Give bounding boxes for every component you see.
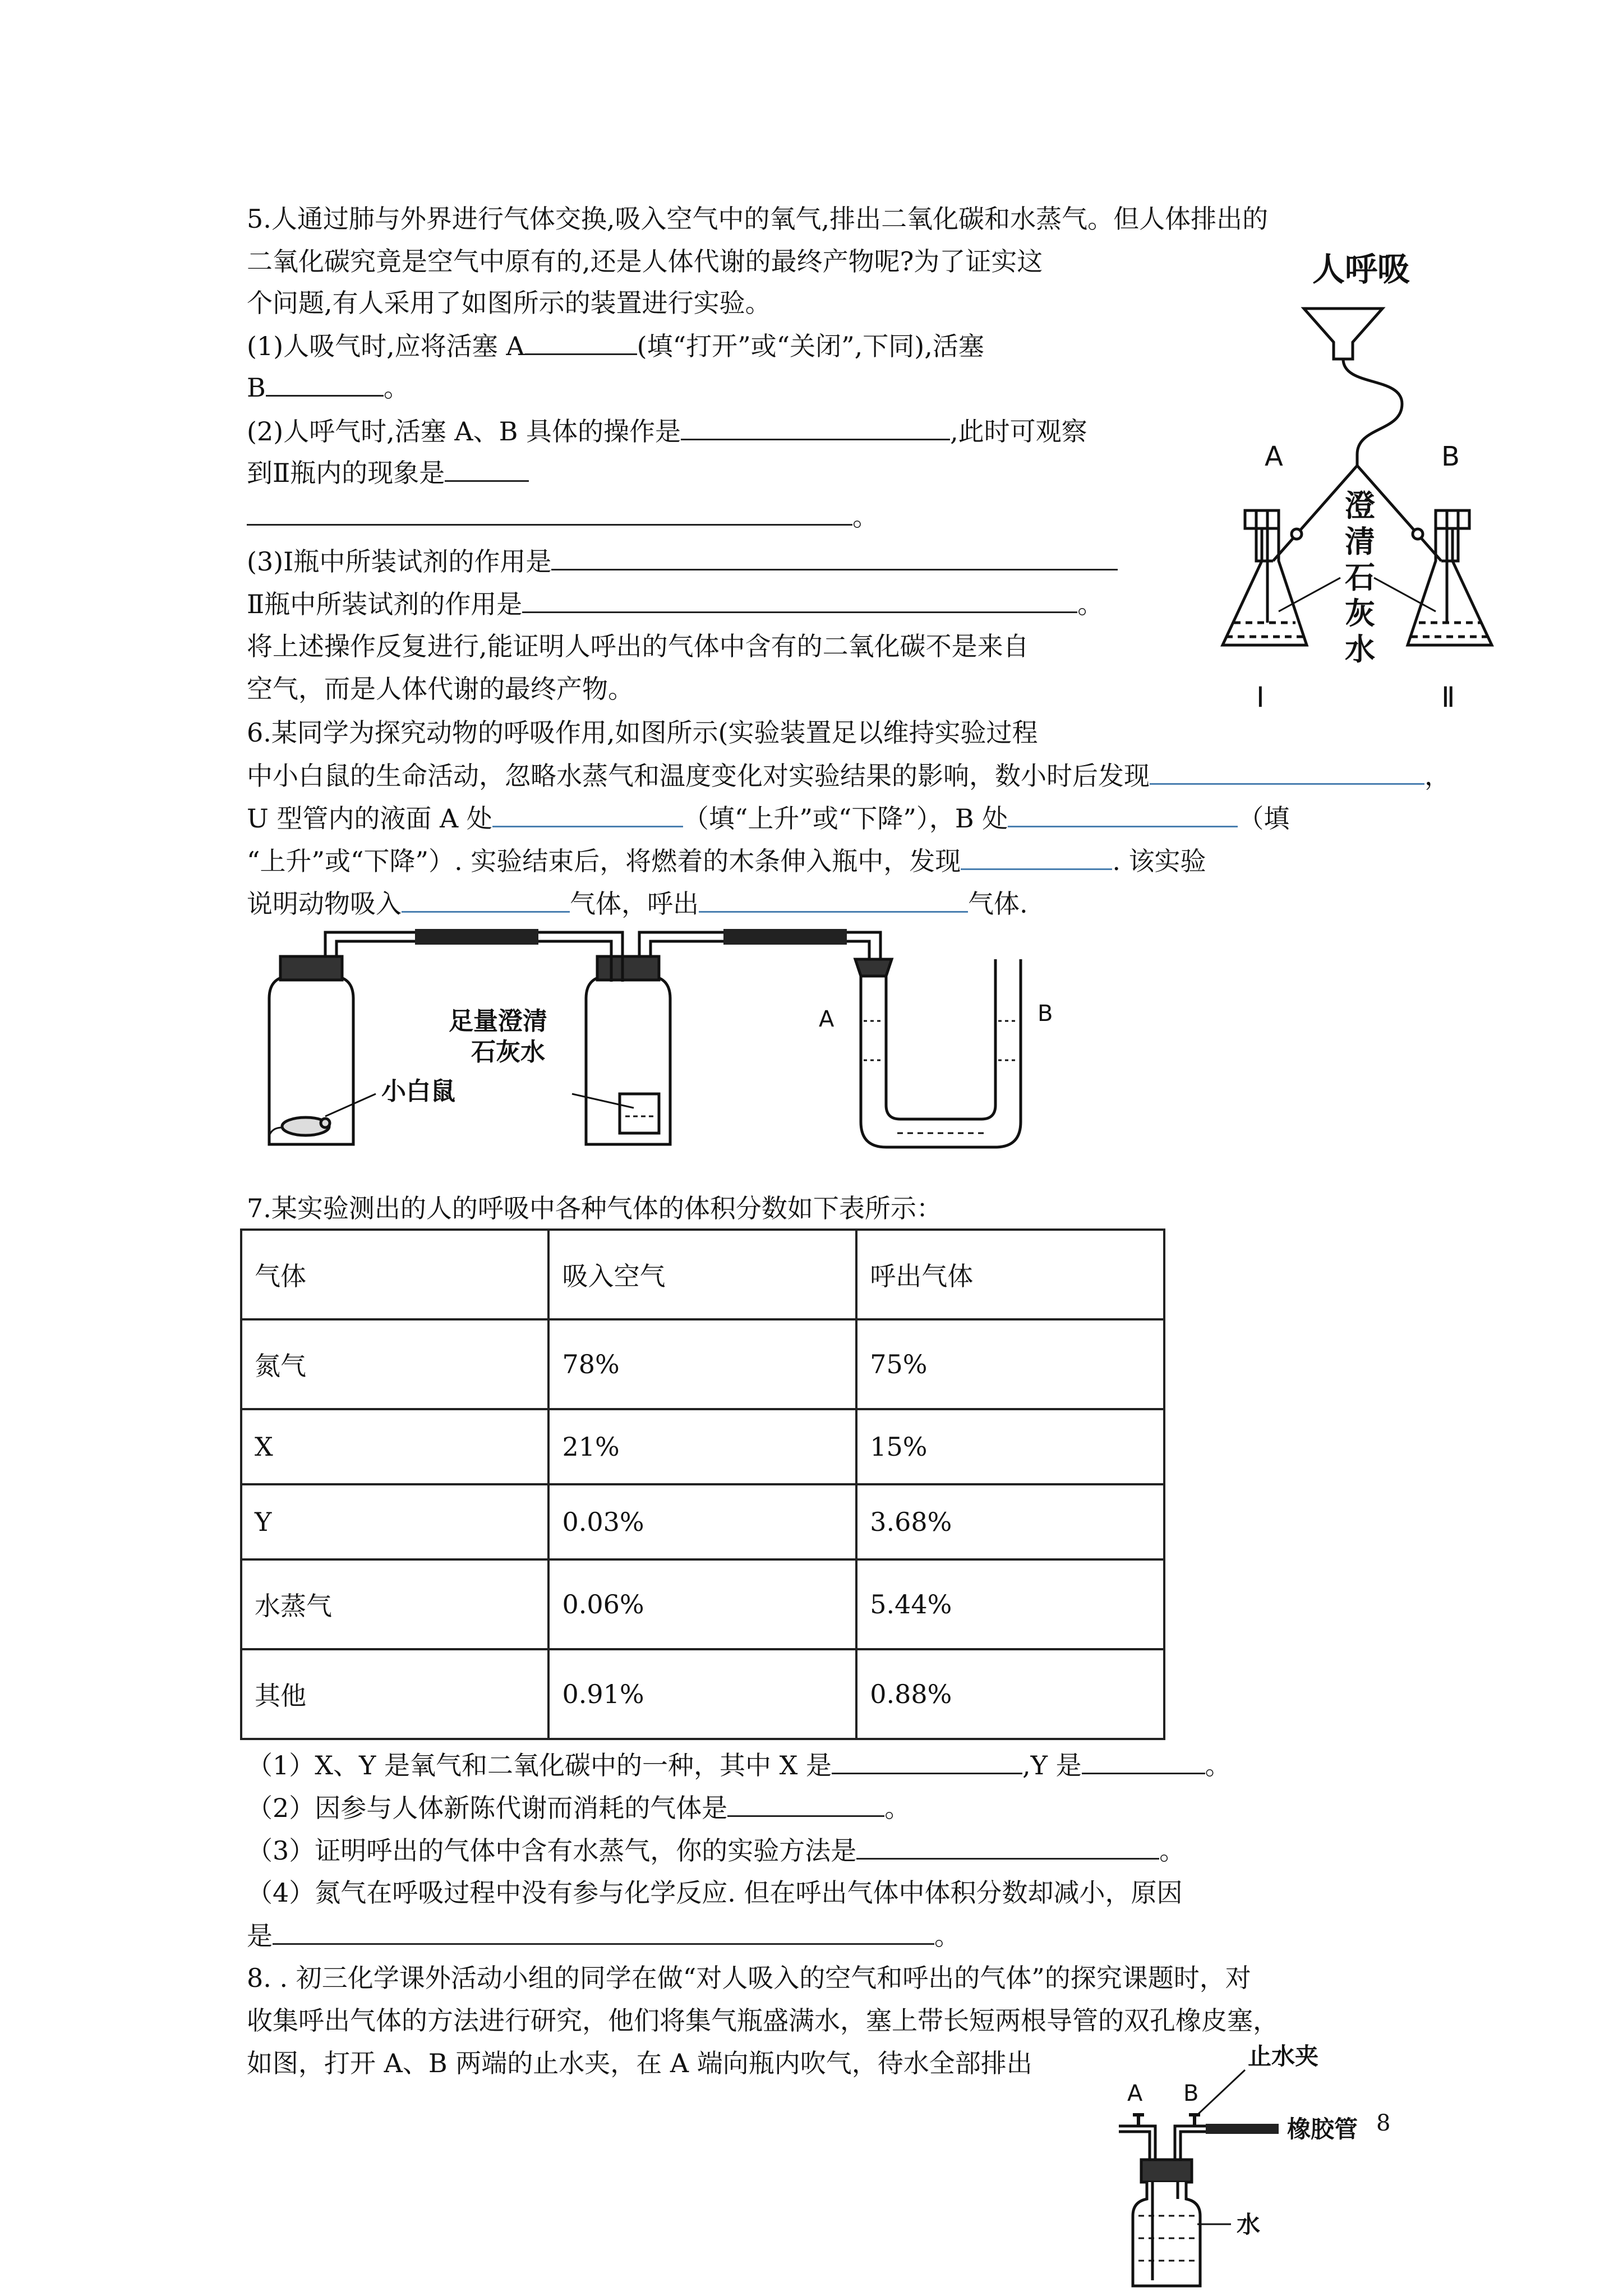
table-cell: 0.06% bbox=[548, 1559, 856, 1649]
q8-fig-label-a: A bbox=[1127, 2081, 1143, 2106]
q7-s4-end: 。 bbox=[934, 1921, 960, 1951]
q7-s3-end: 。 bbox=[1159, 1835, 1186, 1866]
q8-fig-clamp: 止水夹 bbox=[1248, 2042, 1319, 2070]
q5-p1-end: 。 bbox=[383, 372, 409, 403]
q7-s2-text: （2）因参与人体新陈代谢而消耗的气体是 bbox=[247, 1793, 728, 1823]
q5-fig-reagent-5: 水 bbox=[1345, 632, 1375, 667]
table-cell: 0.91% bbox=[548, 1649, 856, 1739]
q8-line-3: 如图，打开 A、B 两端的止水夹，在 A 端向瓶内吹气，待水全部排出 bbox=[247, 2048, 1032, 2078]
table-cell: 15% bbox=[856, 1409, 1164, 1484]
q6-apparatus-figure bbox=[247, 926, 1110, 1156]
table-row bbox=[241, 1484, 1164, 1559]
table-cell: X bbox=[241, 1409, 548, 1484]
q5-line-3: 个问题,有人采用了如图所示的装置进行实验。 bbox=[247, 288, 771, 318]
table-header: 呼出气体 bbox=[856, 1230, 1164, 1319]
q6-line-2 bbox=[247, 758, 1450, 793]
page-number: 8 bbox=[1376, 2110, 1391, 2136]
q5-p1-text-a: (1)人吸气时,应将活塞 A bbox=[247, 331, 525, 361]
q6-line-5 bbox=[247, 886, 1028, 921]
q7-sub-2 bbox=[247, 1791, 910, 1825]
table-cell: 水蒸气 bbox=[241, 1559, 548, 1649]
q5-p3-text-b: Ⅱ瓶中所装试剂的作用是 bbox=[247, 589, 523, 619]
q8-line-1: 8. . 初三化学课外活动小组的同学在做“对人吸入的空气和呼出的气体”的探究课题时，对 bbox=[247, 1963, 1251, 1993]
table-cell: Y bbox=[241, 1484, 548, 1559]
q7-sub-1 bbox=[247, 1748, 1231, 1782]
q6-line-4-a: “上升”或“下降”）. 实验结束后，将燃着的木条伸入瓶中，发现 bbox=[247, 846, 961, 876]
q5-fig-bottle-1: Ⅰ bbox=[1256, 681, 1265, 714]
q5-fig-label-b: B bbox=[1441, 441, 1460, 472]
q6-line-4-b: . 该实验 bbox=[1112, 846, 1206, 876]
q5-p1-blank-b[interactable] bbox=[266, 370, 384, 397]
table-header-row bbox=[241, 1230, 1164, 1319]
table-cell: 5.44% bbox=[856, 1559, 1164, 1649]
q6-line-3 bbox=[247, 801, 1289, 835]
table-row bbox=[241, 1649, 1164, 1739]
q5-p2-text-c: 到Ⅱ瓶内的现象是 bbox=[247, 458, 445, 488]
q6-line-2-end: ， bbox=[1424, 761, 1450, 791]
table-cell: 78% bbox=[548, 1319, 856, 1409]
q6-line-1: 6.某同学为探究动物的呼吸作用,如图所示(实验装置足以维持实验过程 bbox=[247, 717, 1038, 748]
q6-blank-splint[interactable] bbox=[961, 844, 1112, 870]
q5-fig-bottle-2: Ⅱ bbox=[1441, 681, 1455, 714]
q5-part-1 bbox=[247, 329, 984, 363]
q7-s1-text-b: ,Y 是 bbox=[1022, 1750, 1082, 1780]
q5-fig-reagent-4: 灰 bbox=[1345, 596, 1375, 631]
q6-blank-inhale[interactable] bbox=[402, 886, 570, 913]
table-cell: 21% bbox=[548, 1409, 856, 1484]
q5-fig-title: 人呼吸 bbox=[1312, 250, 1410, 288]
q6-blank-exhale[interactable] bbox=[699, 886, 968, 913]
q5-p2-blank-c[interactable] bbox=[247, 499, 852, 526]
q5-p3-text-a: (3)Ⅰ瓶中所装试剂的作用是 bbox=[247, 546, 552, 577]
q5-p2-end: 。 bbox=[852, 501, 878, 532]
q6-line-3-a: U 型管内的液面 A 处 bbox=[247, 803, 492, 834]
q7-s1-text: （1）X、Y 是氧气和二氧化碳中的一种，其中 X 是 bbox=[247, 1750, 832, 1780]
q5-part-1-cont bbox=[247, 370, 409, 404]
table-cell: 75% bbox=[856, 1319, 1164, 1409]
q6-line-4 bbox=[247, 844, 1206, 878]
q5-p1-text-c: B bbox=[247, 372, 266, 403]
q6-line-3-b: （填“上升”或“下降”），B 处 bbox=[683, 803, 1008, 834]
gas-volume-table bbox=[240, 1228, 1165, 1740]
q5-line-2: 二氧化碳究竟是空气中原有的,还是人体代谢的最终产物呢?为了证实这 bbox=[247, 246, 1043, 277]
q6-line-5-c: 气体. bbox=[968, 889, 1028, 919]
q5-p2-blank-b[interactable] bbox=[445, 455, 529, 482]
q5-fig-reagent-2: 清 bbox=[1345, 524, 1375, 559]
q5-part-3 bbox=[247, 544, 1118, 578]
q7-sub-4: （4）氮气在呼吸过程中没有参与化学反应. 但在呼出气体中体积分数却减小，原因 bbox=[247, 1878, 1183, 1908]
q5-part-3-cont bbox=[247, 587, 1103, 621]
q7-blank-reason[interactable] bbox=[273, 1918, 934, 1945]
q7-s4-text-b: 是 bbox=[247, 1921, 273, 1951]
q5-p1-blank-a[interactable] bbox=[525, 329, 637, 355]
q6-blank-observation[interactable] bbox=[1150, 758, 1424, 785]
q6-line-5-a: 说明动物吸入 bbox=[247, 889, 402, 919]
q7-sub-4-cont bbox=[247, 1918, 960, 1953]
q5-p2-blank-a[interactable] bbox=[681, 414, 950, 440]
q7-blank-x[interactable] bbox=[832, 1748, 1022, 1774]
q7-s2-end: 。 bbox=[884, 1793, 911, 1823]
q6-fig-limewater-2: 石灰水 bbox=[471, 1038, 545, 1066]
q6-fig-limewater-1: 足量澄清 bbox=[449, 1007, 547, 1036]
q6-fig-label-a: A bbox=[819, 1006, 834, 1032]
q7-blank-method[interactable] bbox=[856, 1833, 1159, 1860]
table-header: 吸入空气 bbox=[548, 1230, 856, 1319]
q5-line-1: 5.人通过肺与外界进行气体交换,吸入空气中的氧气,排出二氧化碳和水蒸气。但人体排出的 bbox=[247, 204, 1269, 234]
q8-bottle-figure bbox=[1094, 2031, 1430, 2289]
q7-sub-3 bbox=[247, 1833, 1185, 1867]
q6-line-2-text: 中小白鼠的生命活动，忽略水蒸气和温度变化对实验结果的影响，数小时后发现 bbox=[247, 761, 1150, 791]
q5-p3-blank-b[interactable] bbox=[522, 587, 1077, 613]
q7-blank-y[interactable] bbox=[1082, 1748, 1205, 1774]
table-cell: 其他 bbox=[241, 1649, 548, 1739]
q7-s1-end: 。 bbox=[1205, 1750, 1231, 1780]
q6-line-3-c: （填 bbox=[1238, 803, 1290, 834]
q8-fig-label-b: B bbox=[1183, 2081, 1199, 2106]
q5-conclusion-1: 将上述操作反复进行,能证明人呼出的气体中含有的二氧化碳不是来自 bbox=[247, 631, 1029, 661]
table-row bbox=[241, 1409, 1164, 1484]
table-cell: 0.88% bbox=[856, 1649, 1164, 1739]
q5-fig-reagent-3: 石 bbox=[1345, 560, 1375, 595]
q5-conclusion-2: 空气，而是人体代谢的最终产物。 bbox=[247, 674, 634, 704]
q8-fig-tube: 橡胶管 bbox=[1287, 2115, 1358, 2143]
table-header: 气体 bbox=[241, 1230, 548, 1319]
q5-part-2 bbox=[247, 414, 1087, 448]
q5-part-2-cont bbox=[247, 455, 529, 490]
table-row bbox=[241, 1559, 1164, 1649]
q6-line-5-b: 气体，呼出 bbox=[570, 889, 699, 919]
q6-blank-a-level[interactable] bbox=[492, 801, 683, 827]
table-row bbox=[241, 1319, 1164, 1409]
q5-p1-text-b: (填“打开”或“关闭”,下同),活塞 bbox=[637, 331, 984, 361]
q7-intro: 7.某实验测出的人的呼吸中各种气体的体积分数如下表所示： bbox=[247, 1193, 942, 1223]
table-cell: 氮气 bbox=[241, 1319, 548, 1409]
q6-fig-label-b: B bbox=[1038, 1001, 1053, 1027]
q5-fig-reagent-1: 澄 bbox=[1345, 488, 1375, 523]
table-cell: 0.03% bbox=[548, 1484, 856, 1559]
q5-fig-label-a: A bbox=[1265, 441, 1283, 472]
q5-p2-text-b: ,此时可观察 bbox=[950, 416, 1087, 447]
q5-p3-end: 。 bbox=[1077, 589, 1104, 619]
q5-part-2-line bbox=[247, 499, 878, 533]
q5-apparatus-figure bbox=[1206, 247, 1520, 724]
q8-line-2: 收集呼出气体的方法进行研究，他们将集气瓶盛满水，塞上带长短两根导管的双孔橡皮塞， bbox=[247, 2005, 1279, 2036]
q5-p2-text-a: (2)人呼气时,活塞 A、B 具体的操作是 bbox=[247, 416, 681, 447]
table-cell: 3.68% bbox=[856, 1484, 1164, 1559]
q8-fig-water: 水 bbox=[1237, 2211, 1261, 2238]
q7-blank-consumed[interactable] bbox=[727, 1791, 884, 1817]
q7-s3-text: （3）证明呼出的气体中含有水蒸气，你的实验方法是 bbox=[247, 1835, 857, 1866]
q6-blank-b-level[interactable] bbox=[1008, 801, 1238, 827]
q5-p3-blank-a[interactable] bbox=[551, 544, 1118, 570]
q6-fig-mouse: 小白鼠 bbox=[381, 1077, 455, 1106]
